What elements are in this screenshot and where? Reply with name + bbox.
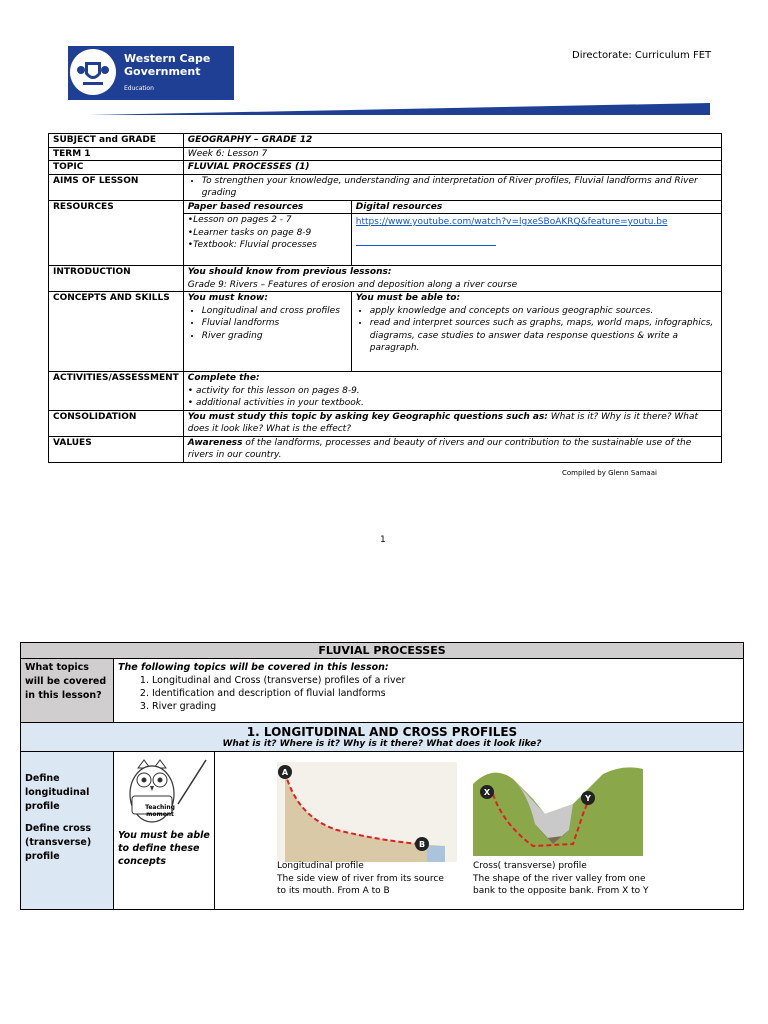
- resources-label: RESOURCES: [49, 200, 184, 266]
- profiles-cell: [215, 752, 744, 910]
- youtube-link[interactable]: https://www.youtube.com/watch?v=lgxeSBoAKRQ&feature=youtu.be: [355, 217, 668, 227]
- activities-label: ACTIVITIES/ASSESSMENT: [49, 372, 184, 411]
- term-value: Week 6: Lesson 7: [183, 147, 721, 161]
- compiled-by: Compiled by Glenn Samaai: [562, 469, 657, 477]
- values-rest: of the landforms, processes and beauty of rivers and our contribution to the sustainable use of the rivers in our country.: [187, 437, 692, 460]
- topic-value: FLUVIAL PROCESSES (1): [183, 161, 721, 175]
- values-bold: Awareness: [187, 437, 243, 448]
- longitudinal-caption-text: The side view of river from its source to its mouth. From A to B: [277, 873, 444, 896]
- header-divider: [90, 103, 710, 115]
- logo-subtitle: Education: [124, 85, 154, 92]
- topic-item: 2. Identification and description of fluvial landforms: [152, 687, 739, 700]
- paper-resources-cell: [183, 214, 351, 266]
- table-row: [49, 134, 722, 148]
- teaching-text: You must be able to define these concepts: [118, 830, 210, 867]
- paper-item: •Lesson on pages 2 - 7: [187, 215, 292, 225]
- table-row: [21, 752, 744, 910]
- cross-caption-text: The shape of the river valley from one bank to the opposite bank. From X to Y: [473, 873, 649, 896]
- cross-profile-diagram: [473, 764, 643, 856]
- paper-item: •Learner tasks on page 8-9: [187, 227, 312, 238]
- able-cell: [351, 292, 721, 372]
- wcg-logo: [68, 46, 234, 100]
- consolidation-rest: What is it? Why is it there? What does it look like? What is the effect?: [187, 411, 699, 434]
- lesson-overview-table: [48, 133, 722, 463]
- consolidation-bold: You must study this topic by asking key Geographic questions such as:: [187, 411, 548, 422]
- activities-cell: [183, 372, 721, 411]
- able-item: • read and interpret sources such as graphs, maps, world maps, infographics, diagrams, case studies to answer data response questions & write a paragraph.: [370, 317, 717, 355]
- point-y-label: Y: [585, 794, 591, 803]
- intro-heading: You should know from previous lessons:: [187, 267, 392, 277]
- know-item: • Fluvial landforms: [202, 317, 347, 330]
- intro-cell: [183, 266, 721, 292]
- topics-label: What topics will be covered in this lesson?: [21, 659, 114, 723]
- table-row: [21, 643, 744, 659]
- activities-heading: Complete the:: [187, 373, 260, 383]
- activities-item: • additional activities in your textbook.: [187, 398, 364, 408]
- intro-value: Grade 9: Rivers – Features of erosion and deposition along a river course: [187, 279, 518, 290]
- topic-label: TOPIC: [49, 161, 184, 175]
- logo-title: Western Cape Government: [124, 52, 211, 78]
- longitudinal-profile-diagram: [277, 762, 457, 862]
- teaching-cell: [114, 752, 215, 910]
- table-row: [21, 723, 744, 752]
- table-row: [21, 659, 744, 723]
- know-cell: [183, 292, 351, 372]
- subject-value: GEOGRAPHY – GRADE 12: [183, 134, 721, 148]
- coat-of-arms-icon: [70, 49, 116, 95]
- define-longitudinal: Define longitudinal profile: [25, 773, 90, 812]
- section-questions: What is it? Where is it? Why is it there? What does it look like?: [222, 739, 542, 749]
- table-row: [49, 372, 722, 411]
- term-label: TERM 1: [49, 147, 184, 161]
- section-title: 1. LONGITUDINAL AND CROSS PROFILES: [246, 725, 518, 739]
- define-cross: Define cross (transverse) profile: [25, 823, 92, 862]
- digital-heading: Digital resources: [351, 200, 721, 214]
- able-heading: You must be able to:: [355, 293, 461, 303]
- table-row: [49, 436, 722, 462]
- teaching-badge: Teaching moment: [145, 804, 175, 818]
- aims-value: • To strengthen your knowledge, understanding and interpretation of River profiles, Fluvial landforms and River grading: [202, 175, 717, 200]
- aims-label: AIMS OF LESSON: [49, 174, 184, 200]
- paper-heading: Paper based resources: [183, 200, 351, 214]
- know-item: • Longitudinal and cross profiles: [202, 305, 347, 318]
- table-row: [49, 161, 722, 175]
- table-row: [49, 292, 722, 372]
- table-row: [49, 266, 722, 292]
- table-row: [49, 174, 722, 200]
- table-row: [49, 410, 722, 436]
- topics-intro: The following topics will be covered in this lesson:: [118, 662, 389, 673]
- know-item: • River grading: [202, 330, 347, 343]
- point-b-label: B: [418, 840, 426, 849]
- section-heading-cell: [21, 723, 744, 752]
- fluvial-processes-table: [20, 642, 744, 910]
- table-row: [49, 200, 722, 214]
- values-cell: [183, 436, 721, 462]
- longitudinal-caption: [277, 860, 447, 898]
- paper-item: •Textbook: Fluvial processes: [187, 240, 317, 250]
- cross-caption-title: Cross( transverse) profile: [473, 861, 587, 871]
- consolidation-cell: [183, 410, 721, 436]
- point-x-label: X: [483, 788, 491, 797]
- able-item: • apply knowledge and concepts on various geographic sources.: [370, 305, 717, 318]
- fluvial-title: FLUVIAL PROCESSES: [21, 643, 744, 659]
- link-underline: [356, 245, 496, 246]
- topics-cell: [114, 659, 744, 723]
- know-heading: You must know:: [187, 293, 268, 303]
- aims-cell: [183, 174, 721, 200]
- concepts-label: CONCEPTS AND SKILLS: [49, 292, 184, 372]
- table-row: [49, 147, 722, 161]
- define-cell: [21, 752, 114, 910]
- directorate-label: Directorate: Curriculum FET: [572, 50, 712, 61]
- topic-item: 1. Longitudinal and Cross (transverse) profiles of a river: [152, 674, 739, 687]
- consolidation-label: CONSOLIDATION: [49, 410, 184, 436]
- cross-caption: [473, 860, 653, 898]
- activities-item: • activity for this lesson on pages 8-9.: [187, 385, 360, 396]
- intro-label: INTRODUCTION: [49, 266, 184, 292]
- values-label: VALUES: [49, 436, 184, 462]
- longitudinal-caption-title: Longitudinal profile: [277, 861, 364, 871]
- digital-resources-cell: [351, 214, 721, 266]
- point-a-label: A: [281, 768, 289, 777]
- subject-label: SUBJECT and GRADE: [49, 134, 184, 148]
- topic-item: 3. River grading: [152, 700, 739, 713]
- page-number: 1: [380, 535, 386, 545]
